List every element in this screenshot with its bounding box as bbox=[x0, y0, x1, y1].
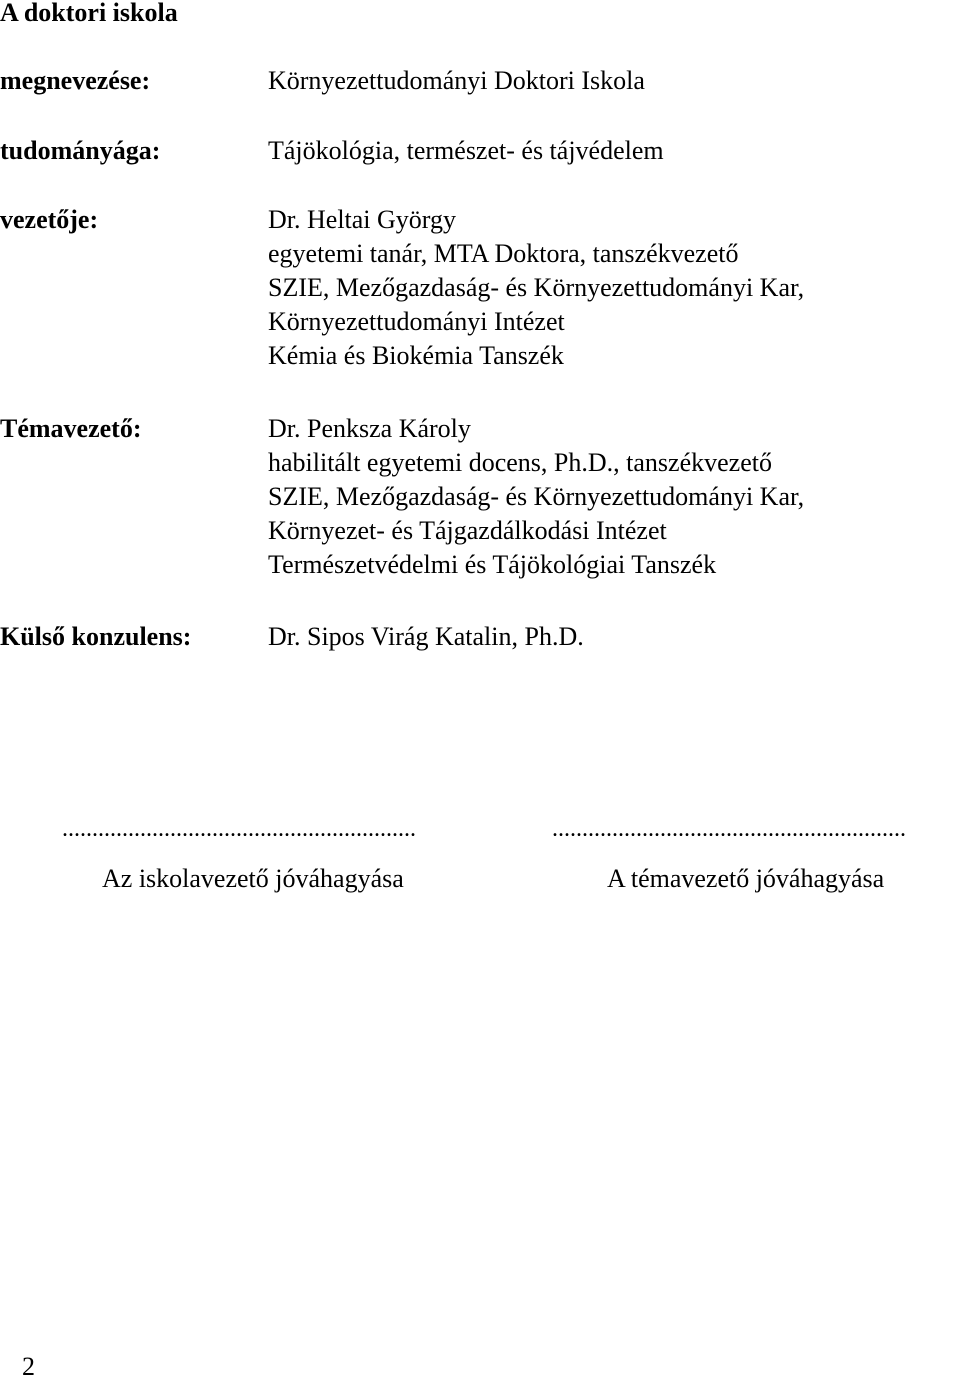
page-number: 2 bbox=[22, 1352, 35, 1381]
school-head-institute: Környezettudományi Intézet bbox=[268, 307, 565, 336]
school-head-department: Kémia és Biokémia Tanszék bbox=[268, 341, 564, 370]
school-head-block bbox=[268, 203, 804, 373]
discipline-value: Tájökológia, természet- és tájvédelem bbox=[268, 136, 664, 165]
school-name-value: Környezettudományi Doktori Iskola bbox=[268, 66, 645, 95]
supervisor-block bbox=[268, 412, 804, 582]
school-head-name: Dr. Heltai György bbox=[268, 205, 456, 234]
school-head-title: egyetemi tanár, MTA Doktora, tanszékvezető bbox=[268, 239, 739, 268]
supervisor-name: Dr. Penksza Károly bbox=[268, 414, 471, 443]
supervisor-faculty: SZIE, Mezőgazdaság- és Környezettudományi Kar, bbox=[268, 482, 805, 511]
supervisor-label: Témavezető: bbox=[0, 414, 142, 443]
signature-caption-supervisor: A témavezető jóváhagyása bbox=[607, 864, 885, 893]
page-heading: A doktori iskola bbox=[0, 0, 178, 27]
external-consultant-label: Külső konzulens: bbox=[0, 622, 192, 651]
supervisor-department: Természetvédelmi és Tájökológiai Tanszék bbox=[268, 550, 717, 579]
supervisor-institute: Környezet- és Tájgazdálkodási Intézet bbox=[268, 516, 667, 545]
school-name-label: megnevezése: bbox=[0, 66, 151, 95]
external-consultant-value: Dr. Sipos Virág Katalin, Ph.D. bbox=[268, 622, 584, 651]
supervisor-title: habilitált egyetemi docens, Ph.D., tanszékvezető bbox=[268, 448, 772, 477]
signature-line-school-head: ........................................................... bbox=[62, 816, 416, 842]
discipline-label: tudományága: bbox=[0, 136, 161, 165]
signature-caption-school-head: Az iskolavezető jóváhagyása bbox=[102, 864, 404, 893]
signature-line-supervisor: ........................................................... bbox=[552, 816, 906, 842]
school-head-label: vezetője: bbox=[0, 205, 99, 234]
school-head-faculty: SZIE, Mezőgazdaság- és Környezettudományi Kar, bbox=[268, 273, 805, 302]
